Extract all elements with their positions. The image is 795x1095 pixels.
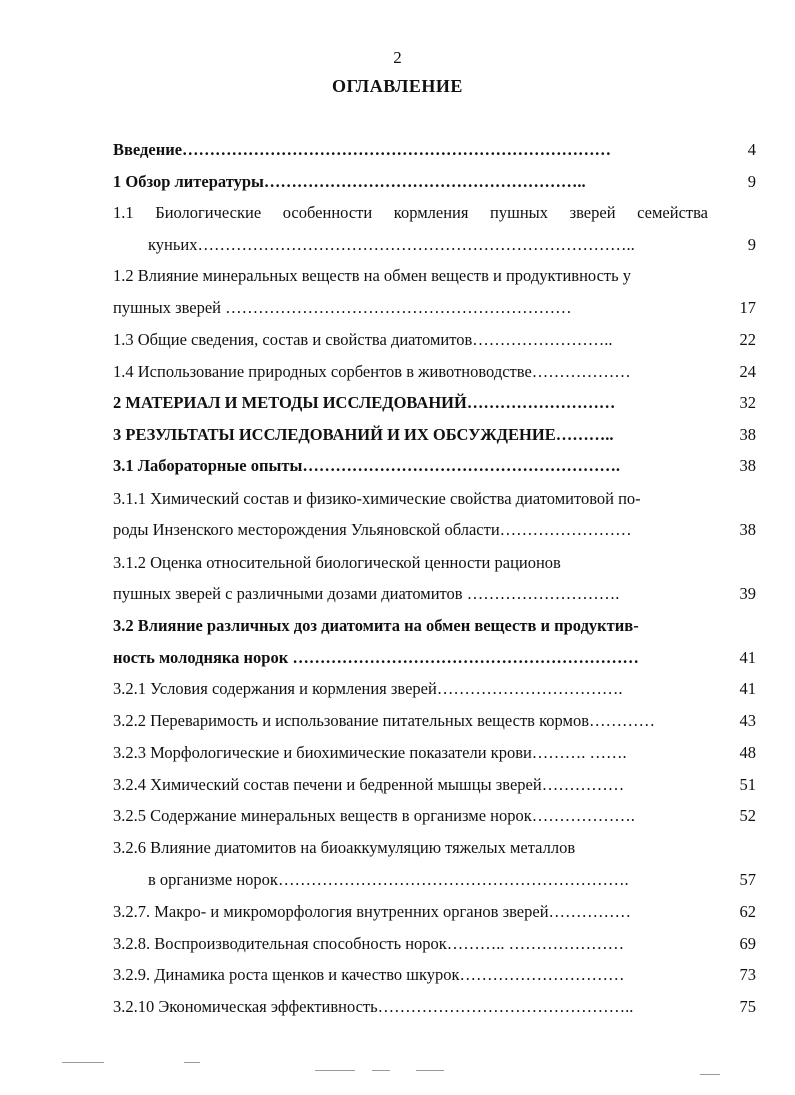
toc-page-3-2-5: 52 [739, 806, 756, 825]
toc-entry-3-2-4: 3.2.4 Химический состав печени и бедренной мышцы зверей…………… [113, 775, 625, 794]
toc-page-chapter-3: 38 [739, 425, 756, 444]
page-title: ОГЛАВЛЕНИЕ [332, 76, 463, 96]
toc-entry-1-4: 1.4 Использование природных сорбентов в животноводстве……………… [113, 362, 631, 381]
toc-entry-chapter-2: 2 МАТЕРИАЛ И МЕТОДЫ ИССЛЕДОВАНИЙ……………………… [113, 393, 616, 412]
toc-page-chapter-1: 9 [747, 172, 756, 191]
toc-entry-3-2-6-line2: в организме норок………………………………………………………. [148, 870, 629, 889]
toc-entry-chapter-3: 3 РЕЗУЛЬТАТЫ ИССЛЕДОВАНИЙ И ИХ ОБСУЖДЕНИЕ……….. [113, 425, 614, 444]
toc-page-1-4: 24 [739, 362, 756, 381]
toc-page-3-1-1: 38 [739, 520, 756, 539]
toc-entry-3-1-1-line1: 3.1.1 Химический состав и физико-химические свойства диатомитовой по- [113, 489, 641, 508]
scan-artifact [700, 1074, 720, 1075]
toc-page-3-2-2: 43 [739, 711, 756, 730]
toc-page-3-2-7: 62 [739, 902, 756, 921]
toc-entry-3-2-2: 3.2.2 Переваримость и использование питательных веществ кормов………… [113, 711, 655, 730]
scan-artifact [62, 1062, 104, 1063]
toc-entry-1-1-line2: куньих…………………………………………………………………….. [148, 235, 635, 254]
toc-page-3-2-3: 48 [739, 743, 756, 762]
toc-entry-3-1: 3.1 Лабораторные опыты…………………………………………………. [113, 456, 620, 475]
toc-page-3-2-6: 57 [739, 870, 756, 889]
toc-entry-3-2-1: 3.2.1 Условия содержания и кормления зверей……………………………. [113, 679, 623, 698]
toc-entry-3-2-7: 3.2.7. Макро- и микроморфология внутренних органов зверей…………… [113, 902, 632, 921]
page-number: 2 [393, 48, 402, 67]
toc-page-3-1: 38 [739, 456, 756, 475]
toc-page-3-2-8: 69 [739, 934, 756, 953]
scan-artifact [315, 1070, 355, 1071]
toc-entry-3-2-5: 3.2.5 Содержание минеральных веществ в организме норок………………. [113, 806, 635, 825]
toc-entry-3-1-1-line2: роды Инзенского месторождения Ульяновской области…………………… [113, 520, 632, 539]
toc-page-3-2: 41 [739, 648, 756, 667]
scan-artifact [416, 1070, 444, 1071]
scan-artifact [184, 1062, 200, 1063]
toc-entry-3-2-9: 3.2.9. Динамика роста щенков и качество шкурок………………………… [113, 965, 625, 984]
toc-entry-3-2-line2: ность молодняка норок ……………………………………………………… [113, 648, 639, 667]
toc-page-3-1-2: 39 [739, 584, 756, 603]
toc-page-3-2-4: 51 [739, 775, 756, 794]
toc-page-introduction: 4 [747, 140, 756, 159]
toc-entry-chapter-1: 1 Обзор литературы………………………………………………….. [113, 172, 586, 191]
toc-page-chapter-2: 32 [739, 393, 756, 412]
toc-entry-introduction: Введение…………………………………………………………………… [113, 140, 612, 159]
toc-page-1-3: 22 [739, 330, 756, 349]
toc-entry-3-2-line1: 3.2 Влияние различных доз диатомита на обмен веществ и продуктив- [113, 616, 639, 635]
toc-entry-3-1-2-line1: 3.1.2 Оценка относительной биологической ценности рационов [113, 553, 561, 572]
toc-entry-3-2-10: 3.2.10 Экономическая эффективность……………………………………….. [113, 997, 634, 1016]
toc-entry-3-2-8: 3.2.8. Воспроизводительная способность норок……….. ………………… [113, 934, 625, 953]
toc-page-1-1: 9 [747, 235, 756, 254]
toc-page-3-2-1: 41 [739, 679, 756, 698]
toc-entry-1-3: 1.3 Общие сведения, состав и свойства диатомитов…………………….. [113, 330, 613, 349]
scan-artifact [372, 1070, 390, 1071]
toc-entry-3-1-2-line2: пушных зверей с различными дозами диатомитов ………………………. [113, 584, 620, 603]
toc-entry-1-2-line2: пушных зверей ……………………………………………………… [113, 298, 572, 317]
toc-page-3-2-10: 75 [739, 997, 756, 1016]
toc-entry-1-2-line1: 1.2 Влияние минеральных веществ на обмен веществ и продуктивность у [113, 266, 632, 285]
toc-page-3-2-9: 73 [739, 965, 756, 984]
toc-entry-3-2-6-line1: 3.2.6 Влияние диатомитов на биоаккумуляцию тяжелых металлов [113, 838, 576, 857]
toc-entry-3-2-3: 3.2.3 Морфологические и биохимические показатели крови………. ……. [113, 743, 627, 762]
toc-entry-1-1-line1: 1.1 Биологические особенности кормления пушных зверей семейства [113, 203, 708, 222]
toc-page-1-2: 17 [739, 298, 756, 317]
